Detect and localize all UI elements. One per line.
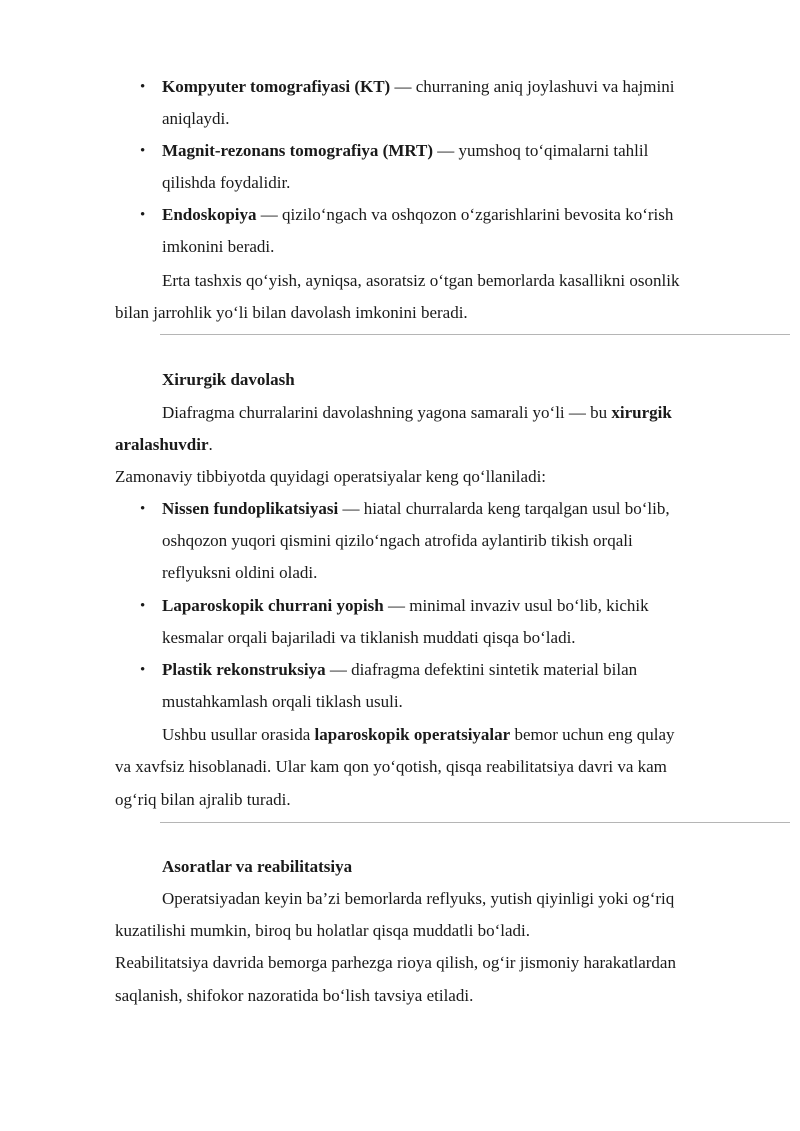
bold-term: xirurgik — [611, 403, 672, 422]
list-item-continuation: qilishda foydalidir. — [162, 173, 291, 192]
section-heading: Xirurgik davolash — [162, 370, 295, 389]
bullet-marker: • — [140, 143, 146, 159]
paragraph-line: saqlanish, shifokor nazoratida bo‘lish tavsiya etiladi. — [115, 986, 474, 1005]
list-item-text: — diafragma defektini sintetik material bilan — [325, 660, 638, 679]
list-item-continuation: kesmalar orqali bajariladi va tiklanish muddati qisqa bo‘ladi. — [162, 628, 576, 647]
paragraph-line: bilan jarrohlik yo‘li bilan davolash imkonini beradi. — [115, 303, 468, 322]
paragraph-line: og‘riq bilan ajralib turadi. — [115, 790, 291, 809]
paragraph-line: Zamonaviy tibbiyotda quyidagi operatsiyalar keng qo‘llaniladi: — [115, 467, 547, 486]
paragraph-text: Ushbu usullar orasida — [162, 725, 315, 744]
paragraph-text: Diafragma churralarini davolashning yagona samarali yo‘li — bu — [162, 403, 612, 422]
list-item-text: — hiatal churralarda keng tarqalgan usul bo‘lib, — [338, 499, 670, 518]
paragraph-line — [162, 724, 675, 746]
list-item-continuation: mustahkamlash orqali tiklash usuli. — [162, 692, 403, 711]
list-item — [162, 498, 670, 520]
paragraph-text: bemor uchun eng qulay — [510, 725, 675, 744]
bullet-marker: • — [140, 79, 146, 95]
bullet-marker: • — [140, 207, 146, 223]
list-item — [162, 204, 673, 226]
list-item-text: — yumshoq to‘qimalarni tahlil — [433, 141, 649, 160]
bold-term: aralashuvdir — [115, 435, 209, 454]
paragraph-text: . — [208, 435, 213, 454]
list-item-term: Magnit-rezonans tomografiya (MRT) — [162, 141, 434, 160]
list-item-continuation: imkonini beradi. — [162, 237, 275, 256]
list-item-continuation: reflyuksni oldini oladi. — [162, 563, 318, 582]
paragraph-line — [162, 402, 672, 424]
list-item — [162, 140, 648, 162]
list-item — [162, 76, 674, 98]
paragraph-line — [115, 434, 213, 456]
list-item-continuation: aniqlaydi. — [162, 109, 230, 128]
list-item-term: Laparoskopik churrani yopish — [162, 596, 384, 615]
paragraph-line: va xavfsiz hisoblanadi. Ular kam qon yo‘qotish, qisqa reabilitatsiya davri va kam — [115, 757, 667, 776]
list-item-term: Nissen fundoplikatsiyasi — [162, 499, 339, 518]
bold-term: laparoskopik operatsiyalar — [314, 725, 511, 744]
section-divider — [160, 334, 790, 335]
section-heading: Asoratlar va reabilitatsiya — [162, 857, 353, 876]
list-item-text: — churraning aniq joylashuvi va hajmini — [390, 77, 675, 96]
bullet-marker: • — [140, 501, 146, 517]
list-item-text: — qizilo‘ngach va oshqozon o‘zgarishlarini bevosita ko‘rish — [256, 205, 674, 224]
list-item-text: — minimal invaziv usul bo‘lib, kichik — [383, 596, 649, 615]
list-item-term: Endoskopiya — [162, 205, 257, 224]
list-item-term: Kompyuter tomografiyasi (KT) — [162, 77, 391, 96]
list-item — [162, 659, 637, 681]
paragraph-line: kuzatilishi mumkin, biroq bu holatlar qisqa muddatli bo‘ladi. — [115, 921, 531, 940]
paragraph-line: Operatsiyadan keyin ba’zi bemorlarda reflyuks, yutish qiyinligi yoki og‘riq — [162, 889, 675, 908]
bullet-marker: • — [140, 598, 146, 614]
list-item-term: Plastik rekonstruksiya — [162, 660, 326, 679]
list-item — [162, 595, 649, 617]
bullet-marker: • — [140, 662, 146, 678]
paragraph-line: Reabilitatsiya davrida bemorga parhezga rioya qilish, og‘ir jismoniy harakatlardan — [115, 953, 676, 972]
paragraph-line: Erta tashxis qo‘yish, ayniqsa, asoratsiz o‘tgan bemorlarda kasallikni osonlik — [162, 271, 680, 290]
list-item-continuation: oshqozon yuqori qismini qizilo‘ngach atrofida aylantirib tikish orqali — [162, 531, 633, 550]
section-divider — [160, 822, 790, 823]
